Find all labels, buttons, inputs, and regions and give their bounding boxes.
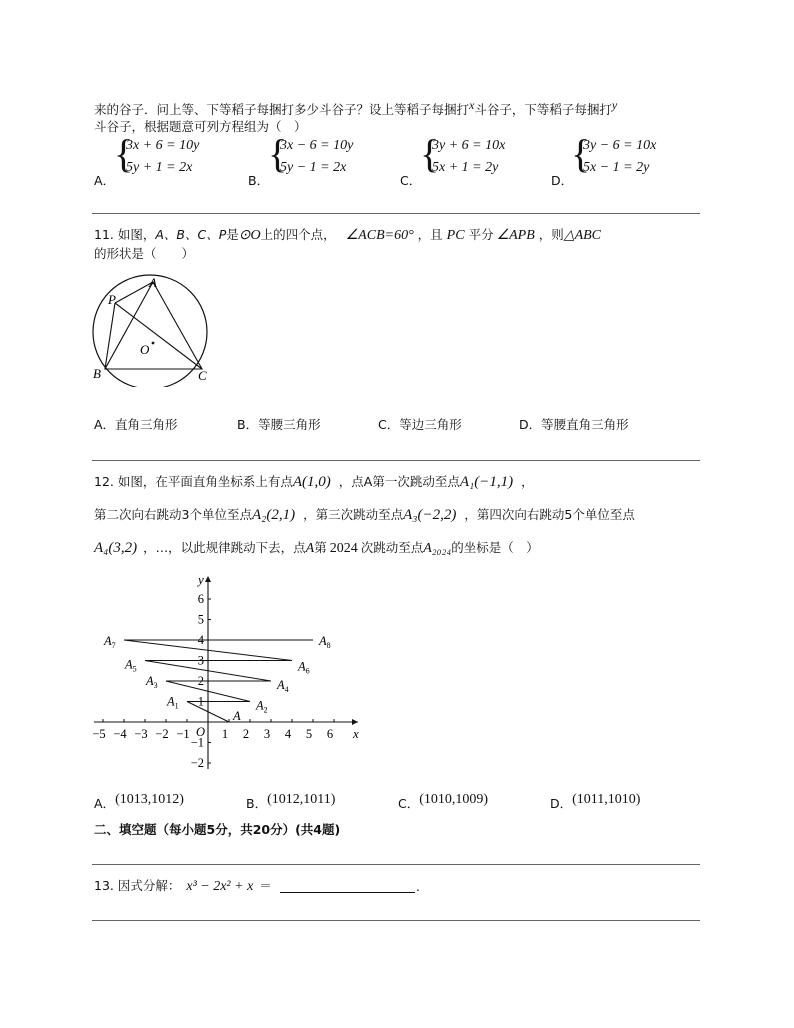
- q13-end: .: [416, 879, 420, 894]
- q10-stem-line1: 来的谷子．问上等、下等稻子每捆打多少斗谷子？设上等稻子每捆打$^x$斗谷子，下等稻子每捆打$^y$: [94, 98, 618, 118]
- x-tick-label: 2: [242, 727, 250, 741]
- q12-option-d[interactable]: D．$^{(1011,1010)}$: [550, 792, 641, 812]
- y-tick-label: −2: [190, 756, 204, 770]
- x-tick-label: 1: [221, 727, 229, 741]
- divider: [92, 920, 700, 921]
- brace-icon: {: [268, 131, 288, 176]
- var-y: y: [611, 98, 618, 112]
- equation-1: 3y − 6 = 10x: [583, 138, 657, 153]
- q12-option-b[interactable]: B．$^{(1012,1011)}$: [246, 792, 336, 812]
- label-p: P: [108, 292, 116, 307]
- brace-icon: {: [571, 131, 591, 176]
- point-label-a3: $A_3$: [146, 674, 158, 690]
- x-tick-label: −5: [92, 727, 106, 741]
- q10-option-c[interactable]: [400, 131, 530, 188]
- x-tick-label: 6: [326, 727, 334, 741]
- point-label-a5: $A_5$: [125, 657, 137, 674]
- equation-2: 5y − 1 = 2x: [280, 160, 347, 175]
- divider: [92, 213, 700, 214]
- option-label: A．: [94, 173, 116, 188]
- y-tick-label: 5: [197, 612, 204, 627]
- y-tick-label: 2: [197, 674, 204, 688]
- q12-coordinate-graph: [90, 572, 370, 777]
- q11-stem-line1: 11. 如图，A、B、C、P是⊙O上的四个点， ∠ACB=60° ，且 PC 平分 ∠APB ，则△ABC: [94, 227, 602, 243]
- y-axis-label: y: [198, 572, 204, 587]
- q12-option-a[interactable]: A．$^{(1013,1012)}$: [94, 792, 184, 812]
- center-dot: [152, 342, 155, 345]
- x-tick-label: −3: [134, 727, 148, 741]
- divider: [92, 460, 700, 461]
- label-b: B: [93, 366, 101, 381]
- equation-1: 3x + 6 = 10y: [126, 138, 200, 153]
- x-tick-label: 3: [263, 727, 271, 741]
- label-c: C: [198, 368, 207, 383]
- y-tick-label: 1: [197, 694, 204, 709]
- point-label-a: A: [233, 709, 241, 723]
- q10-option-b[interactable]: [248, 131, 378, 188]
- segment-pc: [115, 303, 202, 369]
- y-tick-label: −1: [190, 735, 204, 750]
- q11-option-a[interactable]: A．直角三角形: [94, 417, 178, 432]
- q10-option-d[interactable]: [551, 131, 681, 188]
- section-title: 二、填空题（每小题5分，共20分）(共4题): [94, 822, 341, 837]
- x-axis-arrow-icon: [352, 719, 358, 725]
- option-label: B．: [248, 173, 270, 188]
- brace-icon: {: [114, 131, 134, 176]
- y-tick-label: 3: [197, 653, 204, 668]
- equation-2: 5x + 1 = 2y: [432, 160, 499, 175]
- x-tick-label: −2: [155, 727, 169, 741]
- x-tick-label: −1: [176, 727, 190, 741]
- q10-stem-line2: 斗谷子，根据题意可列方程组为（ ）: [94, 119, 307, 134]
- point-label-a7: $A_7$: [104, 634, 116, 650]
- var-x: x: [469, 98, 475, 112]
- point-label-a2: $A_2$: [256, 698, 268, 715]
- x-tick-label: −4: [113, 727, 127, 741]
- q11-stem-line2: 的形状是（ ）: [94, 246, 195, 261]
- option-label: C．: [400, 173, 422, 188]
- q12-option-c[interactable]: C．$^{(1010,1009)}$: [398, 792, 489, 812]
- point-label-a8: $A_8$: [319, 634, 331, 650]
- origin-label: O: [196, 725, 206, 739]
- x-tick-label: 5: [305, 727, 313, 741]
- equation-1: 3x − 6 = 10y: [280, 138, 354, 153]
- q11-option-d[interactable]: D．等腰直角三角形: [519, 417, 629, 432]
- y-tick-label: 4: [197, 633, 204, 647]
- q12-stem-line3: A₄(3,2) ，…，以此规律跳动下去，点A第 2024 次跳动至点A₂₀₂₄的坐标是（ ）: [94, 540, 539, 556]
- equation-2: 5y + 1 = 2x: [126, 160, 193, 175]
- q12-stem-line2: 第二次向右跳动3个单位至点A₂(2,1) ，第三次跳动至点A₃(−2,2) ，第四次向右跳动5个单位至点: [94, 507, 635, 523]
- equation-1: 3y + 6 = 10x: [432, 138, 506, 153]
- q10-option-a[interactable]: [94, 131, 224, 188]
- x-tick-label: 4: [284, 727, 292, 741]
- y-tick-label: 6: [197, 592, 204, 606]
- q12-stem-line1: 12. 如图，在平面直角坐标系上有点A(1,0) ，点A第一次跳动至点A₁(−1,1) ，: [94, 474, 534, 490]
- divider: [92, 864, 700, 865]
- label-a: A: [149, 275, 157, 290]
- q11-option-c[interactable]: C．等边三角形: [378, 417, 462, 432]
- q11-circle-figure: [90, 272, 220, 387]
- label-o: O: [140, 342, 150, 357]
- q13-stem: 13. 因式分解： x³ − 2x² + x ＝: [94, 878, 272, 894]
- equation-2: 5x − 1 = 2y: [583, 160, 650, 175]
- option-label: D．: [551, 173, 574, 188]
- point-label-a6: $A_6$: [298, 659, 310, 676]
- y-axis-arrow-icon: [205, 576, 211, 582]
- point-label-a4: $A_4$: [277, 678, 289, 694]
- answer-blank[interactable]: [280, 891, 415, 893]
- q11-option-b[interactable]: B．等腰三角形: [237, 417, 321, 432]
- point-label-a1: $A_1$: [167, 694, 179, 711]
- brace-icon: {: [420, 131, 440, 176]
- triangle-abc: [105, 282, 202, 369]
- x-axis-label: x: [353, 726, 359, 741]
